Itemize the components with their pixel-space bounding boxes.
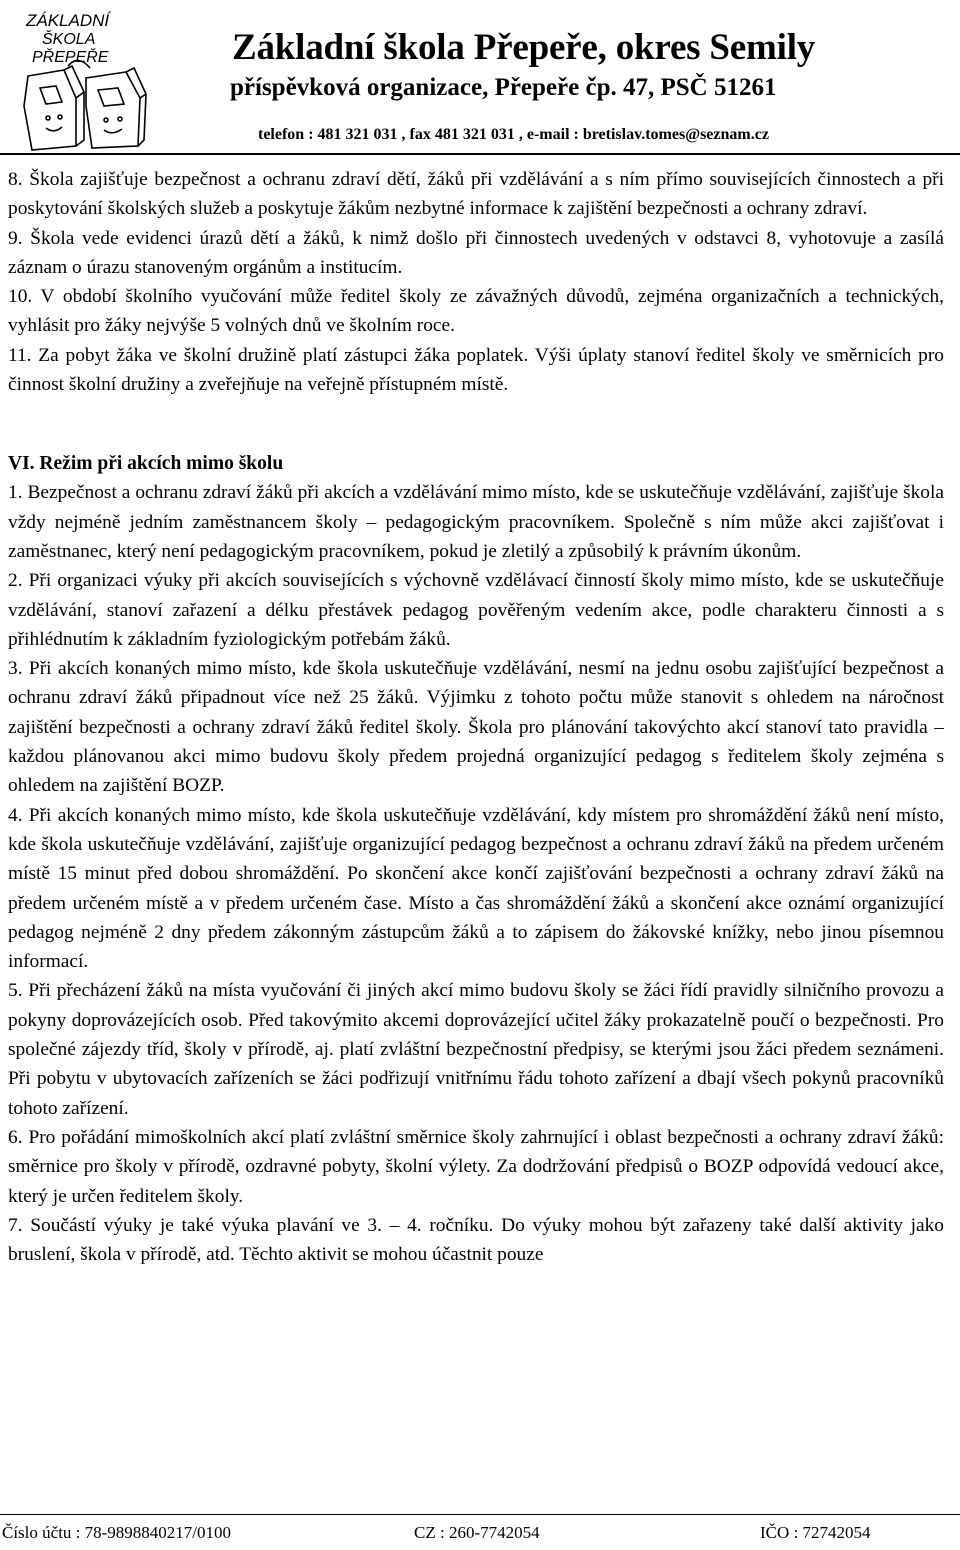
section-gap [8,399,944,449]
footer-divider [0,1514,960,1515]
section-paragraph-7: 7. Součástí výuky je také výuka plavání ve 3. – 4. ročníku. Do výuky mohou být zařazeny také další aktivity jako bruslení, škola v přírodě, atd. Těchto aktivit se mohou účastnit pouze [8,1214,944,1266]
paragraph-10: 10. V období školního vyučování může ředitel školy ze závažných důvodů, zejména organizačních a technických, vyhlásit pro žáky nejvýše 5 volných dnů ve školním roce. [8,286,944,337]
logo-text-line-1: ZÁKLADNÍ [26,11,110,30]
section-paragraph-6: 6. Pro pořádání mimoškolních akcí platí zvláštní směrnice školy zahrnující i oblast bezpečnosti a ochrany zdraví žáků: směrnice pro školy v přírodě, ozdravné pobyty, školní výlety. Za dodržování předpisů o BOZP odpovídá vedoucí akce, který je určen ředitelem školy. [8,1126,944,1207]
footer-ico-number: IČO : 72742054 [760,1523,871,1542]
footer-cz-number: CZ : 260-7742054 [414,1523,540,1542]
paragraph-9: 9. Škola vede evidenci úrazů dětí a žáků, k nimž došlo při činnostech uvedených v odstavci 8, vyhotovuje a zasílá záznam o úrazu stanoveným orgánům a institucím. [8,227,944,278]
section-heading: VI. Režim při akcích mimo školu [8,453,284,475]
letterhead [0,0,960,160]
document-body [8,165,944,1269]
school-subtitle: příspěvková organizace, Přepeře čp. 47, PSČ 51261 [230,74,777,101]
section-paragraph-3: 3. Při akcích konaných mimo místo, kde škola uskutečňuje vzdělávání, nesmí na jednu osobu zajišťující bezpečnost a ochranu zdraví žáků připadnout více než 25 žáků. Výjimku z tohoto počtu může stanovit s ohledem na náročnost zajištění bezpečnosti a ochrany zdraví žáků ředitel školy. Škola pro plánování takovýchto akcí stanoví tato pravidla – každou plánovanou akci mimo budovu školy předem projedná organizující pedagog s ředitelem školy zejména s ohledem na zajištění BOZP. [8,658,944,797]
logo-text-line-3: PŘEPEŘE [32,49,109,66]
paragraph-8: 8. Škola zajišťuje bezpečnost a ochranu zdraví dětí, žáků při vzdělávání a s ním přímo souvisejících činnostech a při poskytování školských služeb a poskytuje žákům nezbytné informace k zajištění bezpečnosti a ochrany zdraví. [8,169,944,220]
section-paragraph-1: 1. Bezpečnost a ochranu zdraví žáků při akcích a vzdělávání mimo místo, kde se uskutečňuje vzdělávání, zajišťuje škola vždy nejméně jedním zaměstnancem školy – pedagogickým pracovníkem. Společně s ním může akci zajišťovat i zaměstnanec, který není pedagogickým pracovníkem, pokud je zletilý a způsobilý k právním úkonům. [8,482,944,562]
school-name: Základní škola Přepeře, okres Semily [232,27,816,68]
section-paragraph-2: 2. Při organizaci výuky při akcích souvisejících s výchovně vzdělávací činností školy mimo místo, kde se uskutečňuje vzdělávání, stanoví zařazení a délku přestávek pedagog pověřeným vedením akce, podle charakteru činnosti a s přihlédnutím k základním fyziologickým potřebám žáků. [8,570,944,650]
school-contact: telefon : 481 321 031 , fax 481 321 031 , e-mail : bretislav.tomes@seznam.cz [258,126,769,143]
footer-account-number: Číslo účtu : 78-9898840217/0100 [2,1523,232,1542]
school-logo [6,6,156,156]
section-paragraph-5: 5. Při přecházení žáků na místa vyučování či jiných akcí mimo budovu školy se žáci řídí pravidly silničního provozu a pokyny doprovázejících osob. Před takovýmito akcemi doprovázející učitel žáky prokazatelně poučí o bezpečnosti. Pro společné zájezdy tříd, školy v přírodě, aj. platí zvláštní bezpečnostní předpisy, se kterými jsou žáci předem seznámeni. Při pobytu v ubytovacích zařízeních se žáci podřizují vnitřnímu řádu tohoto zařízení a dbají všech pokynů pracovníků tohoto zařízení. [8,980,944,1119]
logo-text-line-2: ŠKOLA [42,31,96,48]
paragraph-11: 11. Za pobyt žáka ve školní družině platí zástupci žáka poplatek. Výši úplaty stanoví ředitel školy ve směrnicích pro činnost školní družiny a zveřejňuje na veřejně přístupném místě. [8,344,944,396]
section-paragraph-4: 4. Při akcích konaných mimo místo, kde škola uskutečňuje vzdělávání, kdy místem pro shromáždění žáků není místo, kde škola uskutečňuje vzdělávání, zajišťuje organizující pedagog bezpečnost a ochranu zdraví žáků na předem určeném místě 15 minut před dobou shromáždění. Po skončení akce končí zajišťování bezpečnosti a ochrany zdraví žáků na předem určeném místě a v předem určeném čase. Místo a čas shromáždění žáků a skončení akce oznámí organizující pedagog nejméně 2 dny předem zákonným zástupcům žáků a to zápisem do žákovské knížky, nebo jinou písemnou informací. [8,804,944,973]
header-divider [0,153,960,155]
